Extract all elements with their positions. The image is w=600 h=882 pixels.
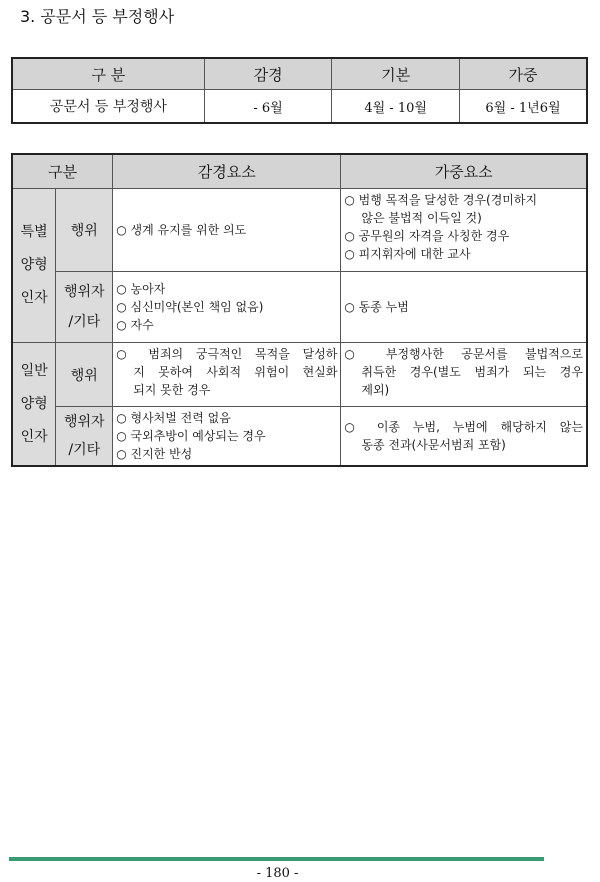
header-division: 구분	[12, 154, 113, 189]
factor-table	[11, 153, 588, 467]
header-basic: 기본	[332, 58, 460, 90]
general-actor-reduce: ○ 형사처벌 전력 없음 ○ 국외추방이 예상되는 경우 ○ 진지한 반성	[113, 407, 341, 467]
general-actor-row	[12, 407, 587, 467]
general-act-label: 행위	[56, 343, 113, 407]
special-category: 특별 양형 인자	[12, 189, 56, 343]
page-number: - 180 -	[256, 866, 299, 881]
basic-range: 4월 - 10월	[332, 90, 460, 124]
row-label: 공문서 등 부정행사	[12, 90, 204, 124]
special-act-label: 행위	[56, 189, 113, 272]
general-category: 일반 양형 인자	[12, 343, 56, 467]
header-reduced: 감경	[204, 58, 332, 90]
special-actor-label: 행위자 /기타	[56, 272, 113, 343]
general-actor-aggravate: ○ 이종 누범, 누범에 해당하지 않는 동종 전과(사문서범죄 포함)	[341, 407, 587, 467]
special-act-reduce: ○ 생계 유지를 위한 의도	[113, 189, 341, 272]
summary-row	[12, 90, 587, 124]
general-actor-label: 행위자 /기타	[56, 407, 113, 467]
footer-divider	[9, 857, 544, 861]
header-aggravated: 가중	[459, 58, 587, 90]
aggravated-range: 6월 - 1년6월	[459, 90, 587, 124]
special-act-row	[12, 189, 587, 272]
special-actor-aggravate: ○ 동종 누범	[341, 272, 587, 343]
general-act-aggravate: ○ 부정행사한 공문서를 불법적으로 취득한 경우(별도 범죄가 되는 경우 제외)	[341, 343, 587, 407]
reduced-range: - 6월	[204, 90, 332, 124]
factor-header-row	[12, 154, 587, 189]
header-reduce-factors: 감경요소	[113, 154, 341, 189]
special-actor-reduce: ○ 농아자 ○ 심신미약(본인 책임 없음) ○ 자수	[113, 272, 341, 343]
header-category: 구 분	[12, 58, 204, 90]
general-act-reduce: ○ 범죄의 궁극적인 목적을 달성하 지 못하여 사회적 위험이 현실화 되지 못한 경우	[113, 343, 341, 407]
general-act-row	[12, 343, 587, 407]
header-aggravate-factors: 가중요소	[341, 154, 587, 189]
special-act-aggravate: ○ 범행 목적을 달성한 경우(경미하지 않은 불법적 이득일 것) ○ 공무원의 자격을 사칭한 경우 ○ 피지휘자에 대한 교사	[341, 189, 587, 272]
summary-table	[11, 57, 588, 124]
summary-header-row	[12, 58, 587, 90]
section-heading: 3. 공문서 등 부정행사	[20, 7, 175, 26]
special-actor-row	[12, 272, 587, 343]
